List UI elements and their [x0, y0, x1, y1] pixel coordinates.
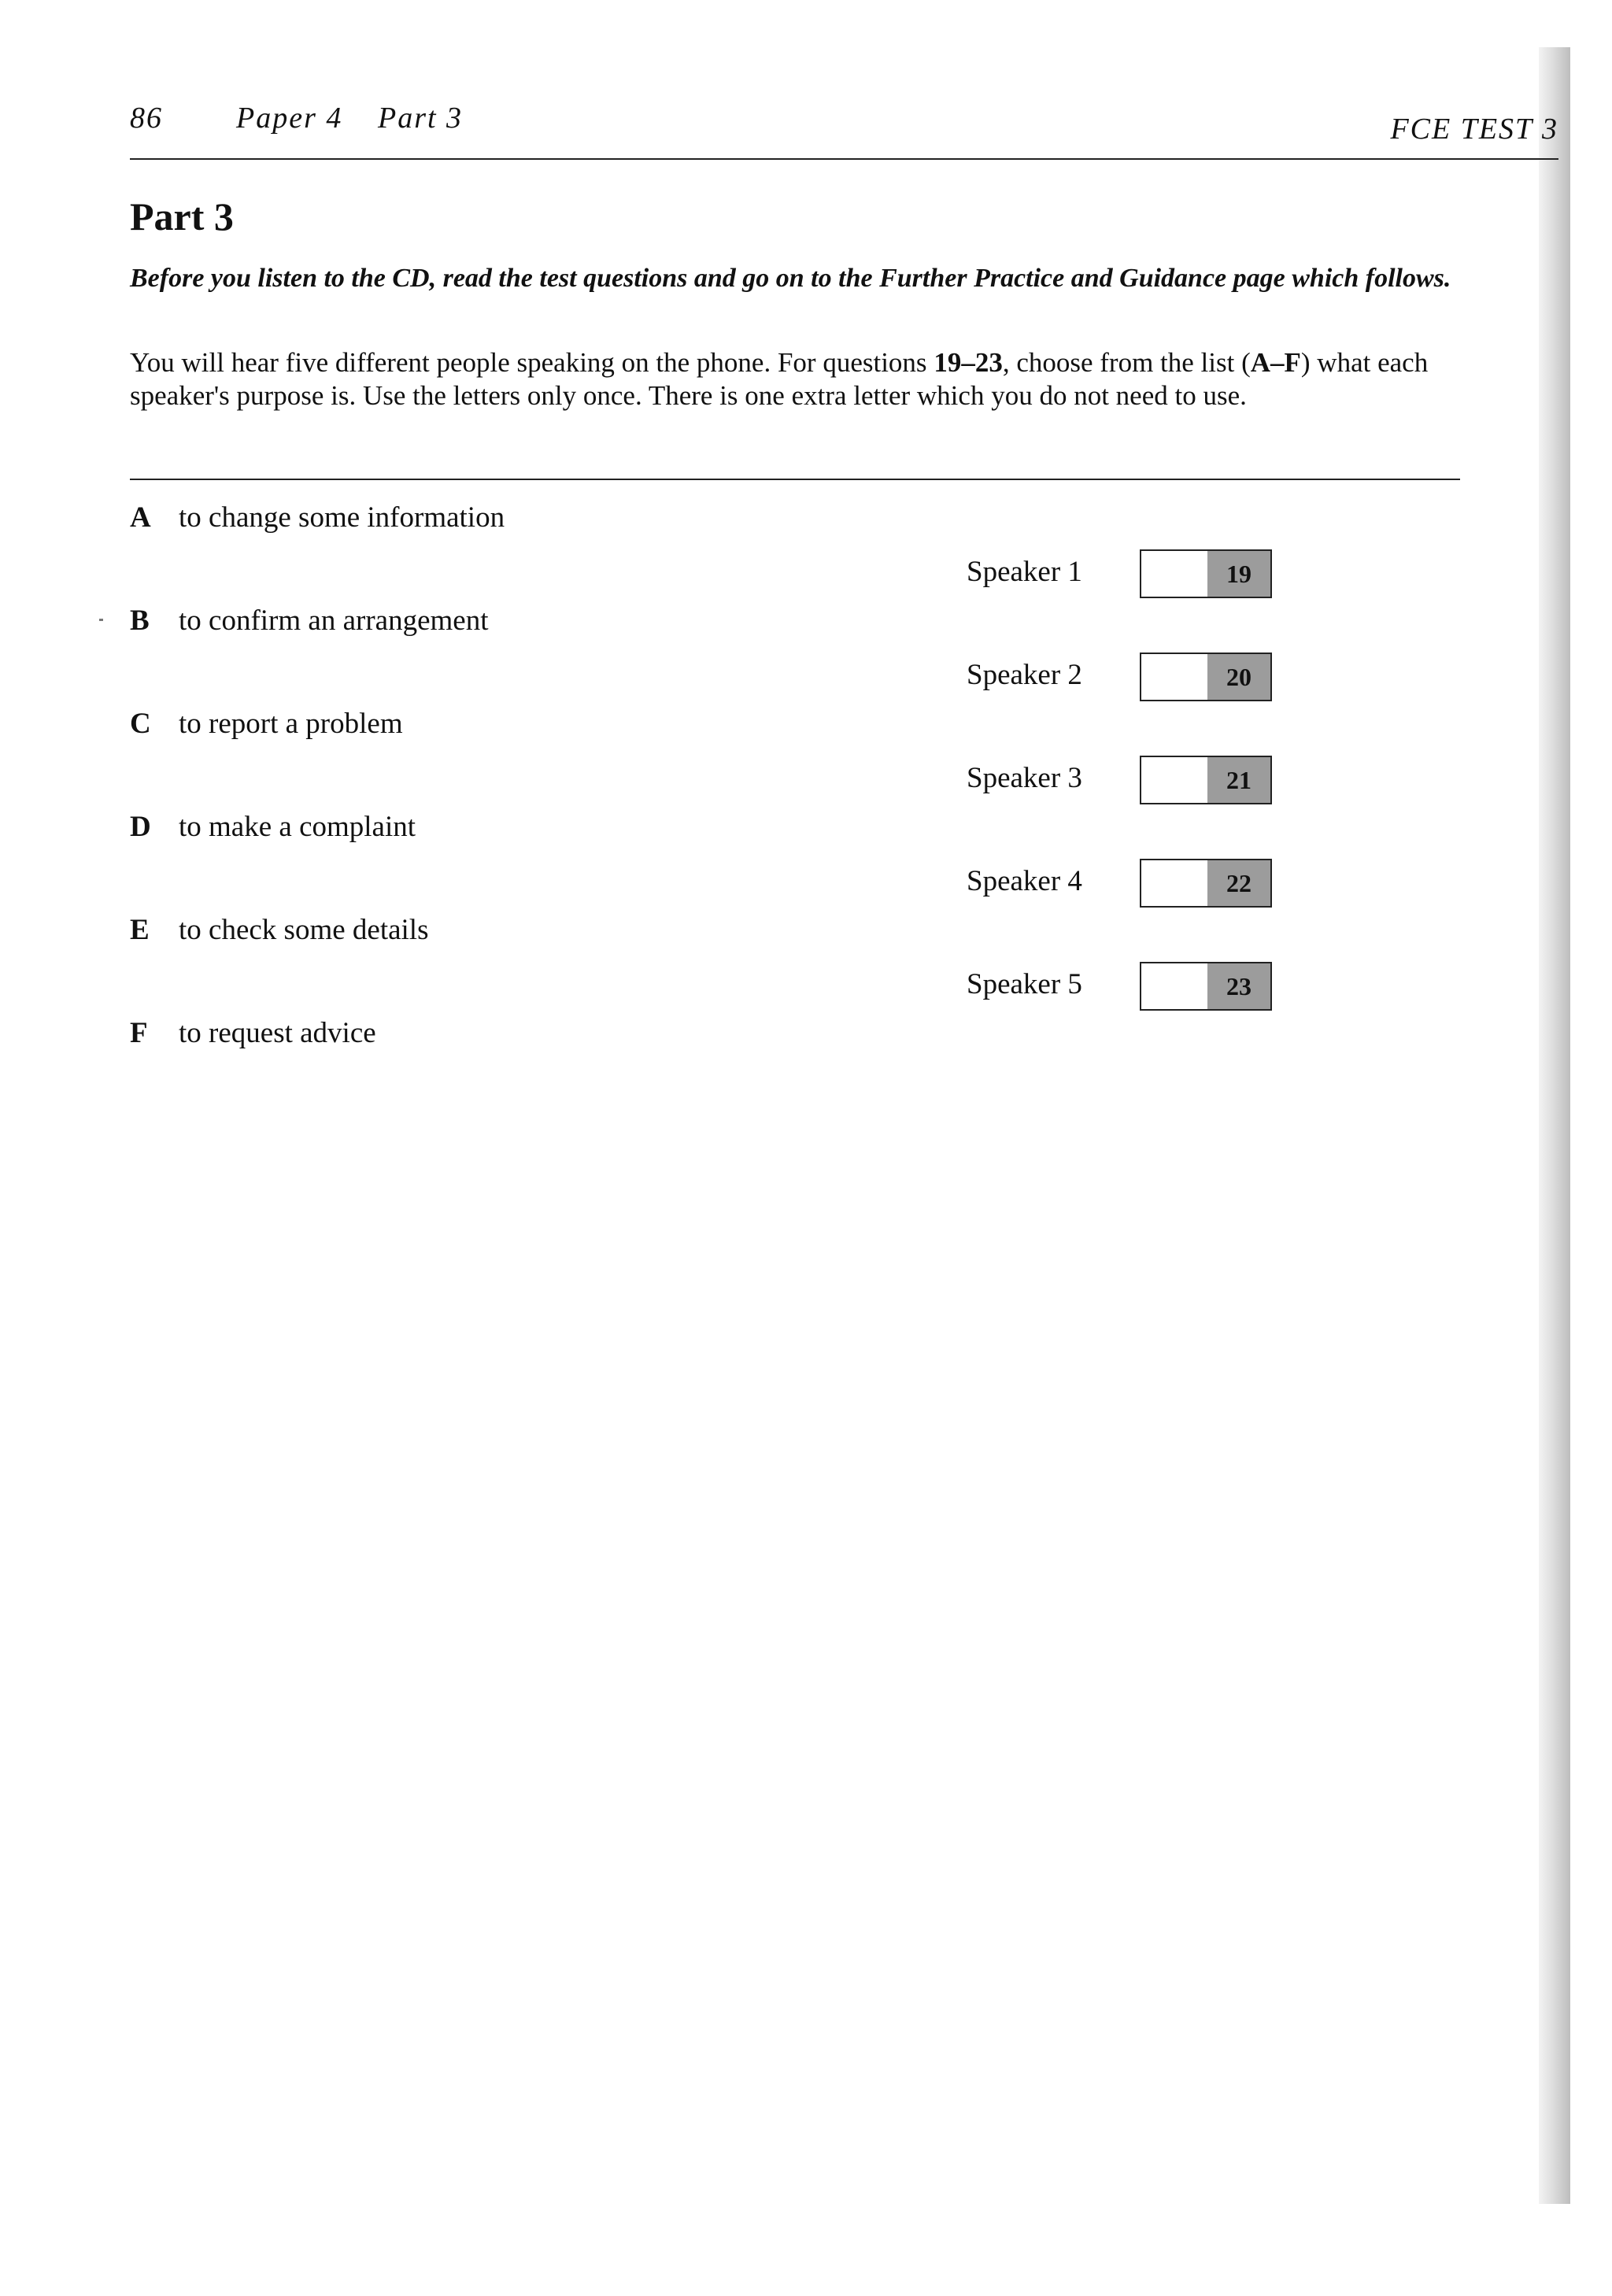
option-c [130, 707, 403, 741]
answer-box-22 [1140, 859, 1272, 908]
option-a [130, 501, 505, 534]
answer-input-22[interactable] [1141, 860, 1209, 906]
option-text: to confirm an arrangement [179, 605, 489, 637]
scan-speck [99, 619, 103, 621]
option-letter: B [130, 605, 150, 637]
task-text-a: You will hear five different people speaking on the phone. For questions [130, 347, 934, 378]
option-text: to change some information [179, 501, 505, 534]
letter-range: A–F [1250, 347, 1301, 378]
task-text-c: ) what each speaker's purpose is. Use the letters only once. There is one extra letter which you do not need to use. [130, 347, 1429, 411]
answer-input-20[interactable] [1141, 654, 1209, 700]
answer-box-23 [1140, 962, 1272, 1011]
header-divider [130, 158, 1558, 160]
speaker-label: Speaker 3 [967, 762, 1082, 794]
question-number: 21 [1207, 757, 1270, 803]
section-divider [130, 479, 1460, 480]
option-letter: C [130, 708, 151, 740]
answer-box-20 [1140, 653, 1272, 701]
part-reference: Part 3 [378, 102, 464, 135]
speaker-label: Speaker 4 [967, 865, 1082, 897]
answer-input-21[interactable] [1141, 757, 1209, 803]
option-text: to make a complaint [179, 811, 416, 843]
answer-box-21 [1140, 756, 1272, 804]
question-number: 23 [1207, 963, 1270, 1009]
option-letter: F [130, 1017, 148, 1049]
option-text: to report a problem [179, 708, 403, 740]
option-letter: D [130, 811, 151, 843]
task-description [130, 346, 1460, 412]
speaker-label: Speaker 1 [967, 556, 1082, 588]
answer-input-23[interactable] [1141, 963, 1209, 1009]
option-letter: A [130, 501, 151, 534]
question-number: 22 [1207, 860, 1270, 906]
option-b [130, 604, 488, 638]
question-number: 19 [1207, 551, 1270, 597]
question-range: 19–23 [934, 347, 1003, 378]
page-edge-shadow [1539, 47, 1570, 2204]
option-f [130, 1016, 376, 1050]
option-e [130, 913, 428, 947]
task-text-b: , choose from the list ( [1002, 347, 1251, 378]
question-number: 20 [1207, 654, 1270, 700]
running-head [130, 98, 1558, 145]
speaker-label: Speaker 5 [967, 968, 1082, 1000]
book-title: FCE TEST 3 [1390, 113, 1558, 146]
speaker-label: Speaker 2 [967, 659, 1082, 691]
part-heading: Part 3 [130, 194, 234, 238]
option-d [130, 810, 416, 844]
answer-input-19[interactable] [1141, 551, 1209, 597]
answer-box-19 [1140, 549, 1272, 598]
page-number: 86 [130, 102, 163, 135]
option-text: to request advice [179, 1017, 376, 1049]
paper-reference: Paper 4 [236, 102, 343, 135]
option-letter: E [130, 914, 150, 946]
option-text: to check some details [179, 914, 429, 946]
listening-instruction: Before you listen to the CD, read the test questions and go on to the Further Practice and Guidance page which follows. [130, 264, 1451, 293]
